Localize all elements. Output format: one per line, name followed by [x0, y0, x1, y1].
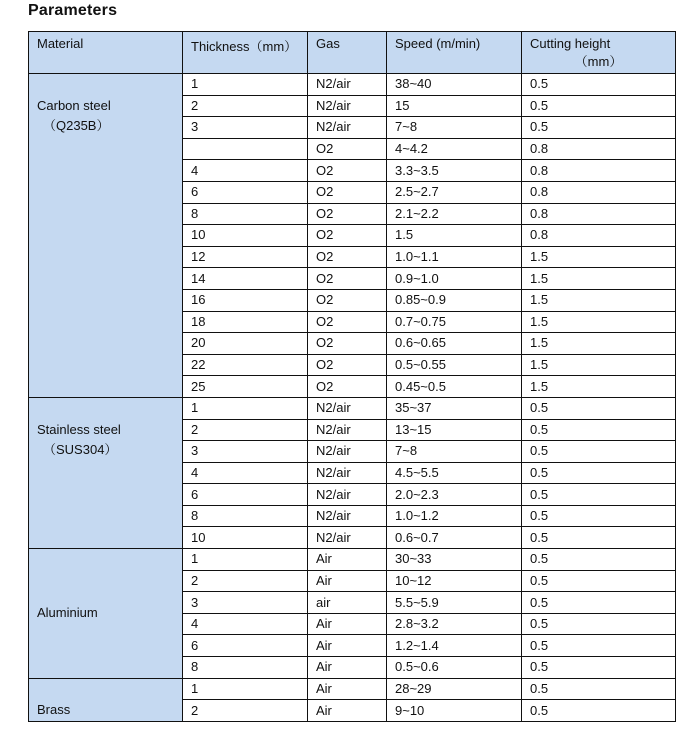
cell-speed: 0.85~0.9	[387, 289, 522, 311]
cell-speed: 0.9~1.0	[387, 268, 522, 290]
cell-thickness: 18	[183, 311, 308, 333]
cell-height: 0.5	[522, 117, 676, 139]
cell-height: 0.5	[522, 700, 676, 722]
cell-speed: 13~15	[387, 419, 522, 441]
cell-gas: O2	[308, 311, 387, 333]
parameters-table	[28, 31, 676, 722]
cell-height: 0.5	[522, 397, 676, 419]
cell-speed: 1.5	[387, 225, 522, 247]
cell-speed: 38~40	[387, 74, 522, 96]
header-cutting-height	[522, 32, 676, 74]
header-row	[29, 32, 676, 74]
cell-gas: N2/air	[308, 527, 387, 549]
material-name: Stainless steel	[37, 421, 121, 437]
cell-height: 0.5	[522, 95, 676, 117]
cell-height: 1.5	[522, 376, 676, 398]
cell-gas: O2	[308, 225, 387, 247]
cell-speed: 0.5~0.6	[387, 657, 522, 679]
cell-height: 0.5	[522, 549, 676, 571]
cell-gas: N2/air	[308, 484, 387, 506]
cell-gas: O2	[308, 138, 387, 160]
cell-speed: 0.7~0.75	[387, 311, 522, 333]
cell-gas: O2	[308, 203, 387, 225]
cell-height: 0.8	[522, 160, 676, 182]
cell-speed: 0.5~0.55	[387, 354, 522, 376]
cell-height: 0.5	[522, 441, 676, 463]
cell-gas: Air	[308, 700, 387, 722]
cell-thickness: 12	[183, 246, 308, 268]
cell-gas: N2/air	[308, 505, 387, 527]
cell-speed: 4.5~5.5	[387, 462, 522, 484]
cell-gas: N2/air	[308, 462, 387, 484]
cell-height: 0.5	[522, 505, 676, 527]
cell-gas: O2	[308, 181, 387, 203]
cell-height: 0.5	[522, 419, 676, 441]
cell-gas: O2	[308, 354, 387, 376]
material-name: Brass	[37, 701, 71, 717]
cell-gas: O2	[308, 160, 387, 182]
cell-height: 0.5	[522, 484, 676, 506]
cell-speed: 2.0~2.3	[387, 484, 522, 506]
header-thickness: Thickness（mm）	[183, 32, 308, 74]
material-grade: （SUS304）	[43, 441, 118, 457]
cell-gas: N2/air	[308, 419, 387, 441]
cell-height: 0.5	[522, 570, 676, 592]
cell-gas: O2	[308, 268, 387, 290]
cell-thickness: 3	[183, 592, 308, 614]
cell-height: 1.5	[522, 311, 676, 333]
cell-thickness: 1	[183, 74, 308, 96]
header-cutting-height-line1: Cutting height	[530, 36, 611, 51]
cell-thickness: 2	[183, 95, 308, 117]
cell-speed: 4~4.2	[387, 138, 522, 160]
cell-thickness: 3	[183, 441, 308, 463]
material-name: Carbon steel	[37, 98, 111, 113]
cell-thickness: 16	[183, 289, 308, 311]
cell-speed: 1.0~1.2	[387, 505, 522, 527]
material-cell	[29, 74, 183, 398]
cell-speed: 0.6~0.65	[387, 333, 522, 355]
cell-speed: 7~8	[387, 441, 522, 463]
cell-gas: Air	[308, 678, 387, 700]
cell-speed: 1.0~1.1	[387, 246, 522, 268]
cell-gas: N2/air	[308, 95, 387, 117]
cell-thickness: 1	[183, 678, 308, 700]
cell-gas: air	[308, 592, 387, 614]
cell-gas: N2/air	[308, 117, 387, 139]
cell-thickness: 10	[183, 527, 308, 549]
cell-thickness: 8	[183, 657, 308, 679]
header-cutting-height-line2: （mm）	[574, 54, 623, 69]
cell-thickness: 4	[183, 462, 308, 484]
cell-speed: 28~29	[387, 678, 522, 700]
cell-speed: 7~8	[387, 117, 522, 139]
cell-speed: 35~37	[387, 397, 522, 419]
cell-height: 0.5	[522, 613, 676, 635]
cell-gas: O2	[308, 376, 387, 398]
cell-gas: O2	[308, 333, 387, 355]
cell-thickness: 2	[183, 419, 308, 441]
cell-speed: 9~10	[387, 700, 522, 722]
cell-thickness: 22	[183, 354, 308, 376]
cell-height: 1.5	[522, 246, 676, 268]
cell-speed: 1.2~1.4	[387, 635, 522, 657]
header-gas: Gas	[308, 32, 387, 74]
cell-gas: Air	[308, 570, 387, 592]
cell-speed: 0.6~0.7	[387, 527, 522, 549]
cell-speed: 2.8~3.2	[387, 613, 522, 635]
cell-thickness: 6	[183, 635, 308, 657]
cell-height: 0.5	[522, 635, 676, 657]
cell-height: 0.5	[522, 592, 676, 614]
cell-thickness: 1	[183, 549, 308, 571]
cell-thickness: 20	[183, 333, 308, 355]
cell-thickness: 14	[183, 268, 308, 290]
cell-gas: Air	[308, 613, 387, 635]
table-row	[29, 549, 676, 571]
cell-thickness: 6	[183, 484, 308, 506]
cell-speed: 2.1~2.2	[387, 203, 522, 225]
cell-thickness: 4	[183, 160, 308, 182]
cell-height: 0.5	[522, 74, 676, 96]
table-row	[29, 678, 676, 700]
cell-height: 0.8	[522, 181, 676, 203]
cell-height: 1.5	[522, 268, 676, 290]
cell-height: 0.8	[522, 203, 676, 225]
cell-speed: 5.5~5.9	[387, 592, 522, 614]
cell-thickness: 8	[183, 505, 308, 527]
cell-speed: 3.3~3.5	[387, 160, 522, 182]
cell-gas: N2/air	[308, 441, 387, 463]
cell-thickness: 4	[183, 613, 308, 635]
material-name: Aluminium	[37, 605, 98, 621]
cell-height: 0.5	[522, 678, 676, 700]
cell-gas: N2/air	[308, 74, 387, 96]
cell-gas: N2/air	[308, 397, 387, 419]
cell-height: 0.5	[522, 527, 676, 549]
cell-height: 1.5	[522, 289, 676, 311]
cell-thickness: 8	[183, 203, 308, 225]
material-grade: （Q235B）	[43, 118, 110, 133]
cell-height: 0.8	[522, 138, 676, 160]
header-speed: Speed (m/min)	[387, 32, 522, 74]
cell-gas: O2	[308, 289, 387, 311]
cell-thickness	[183, 138, 308, 160]
cell-thickness: 25	[183, 376, 308, 398]
cell-speed: 30~33	[387, 549, 522, 571]
cell-thickness: 6	[183, 181, 308, 203]
cell-height: 0.8	[522, 225, 676, 247]
cell-height: 0.5	[522, 657, 676, 679]
cell-thickness: 10	[183, 225, 308, 247]
cell-thickness: 3	[183, 117, 308, 139]
cell-thickness: 2	[183, 700, 308, 722]
cell-thickness: 2	[183, 570, 308, 592]
cell-speed: 15	[387, 95, 522, 117]
cell-gas: O2	[308, 246, 387, 268]
cell-gas: Air	[308, 549, 387, 571]
table-body	[29, 74, 676, 722]
table-row	[29, 74, 676, 96]
table-row	[29, 397, 676, 419]
cell-speed: 0.45~0.5	[387, 376, 522, 398]
cell-thickness: 1	[183, 397, 308, 419]
cell-gas: Air	[308, 657, 387, 679]
cell-height: 1.5	[522, 333, 676, 355]
header-material: Material	[29, 32, 183, 74]
material-cell	[29, 397, 183, 548]
cell-gas: Air	[308, 635, 387, 657]
cell-height: 0.5	[522, 462, 676, 484]
material-cell	[29, 549, 183, 679]
material-cell	[29, 678, 183, 721]
page-title: Parameters	[28, 2, 118, 19]
cell-speed: 2.5~2.7	[387, 181, 522, 203]
cell-speed: 10~12	[387, 570, 522, 592]
cell-height: 1.5	[522, 354, 676, 376]
